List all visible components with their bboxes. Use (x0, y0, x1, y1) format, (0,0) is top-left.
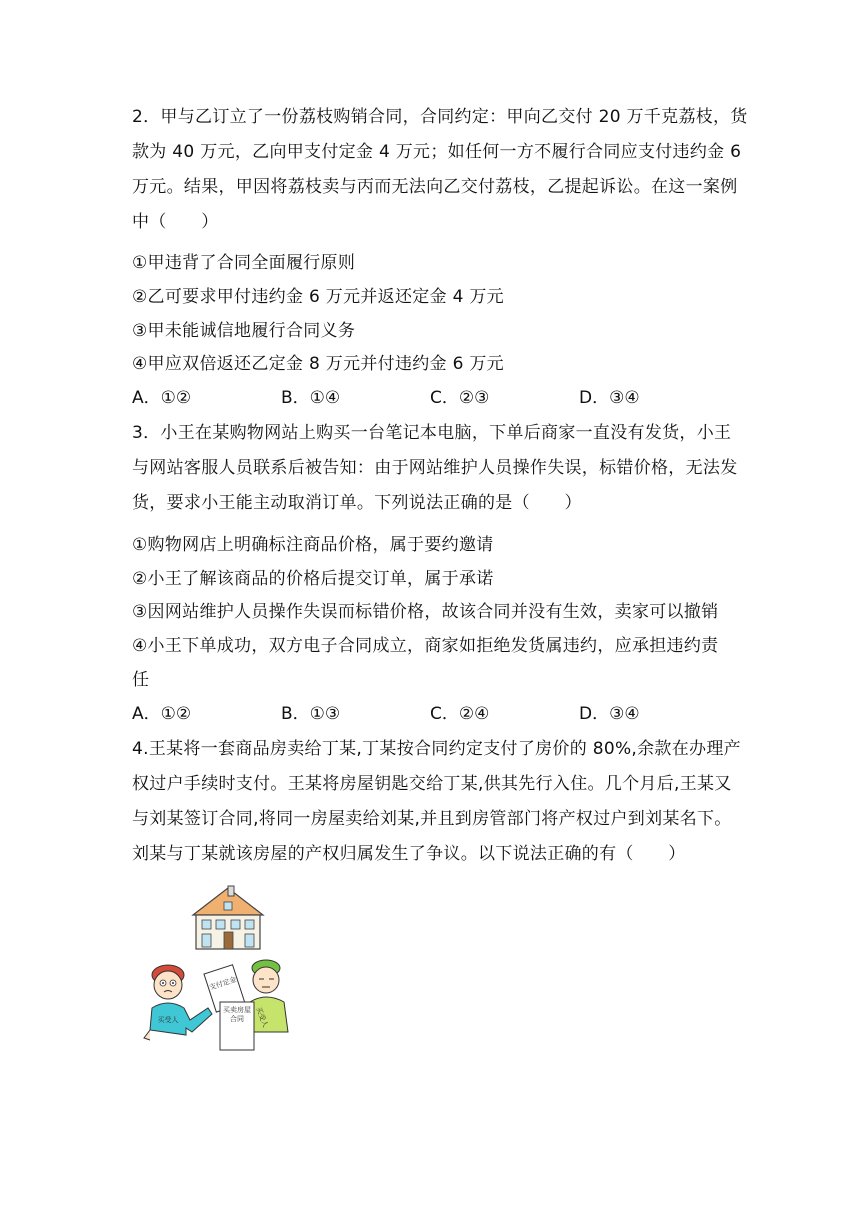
q3-option-b[interactable]: B．①③ (281, 704, 341, 724)
illustration-svg (138, 880, 298, 1055)
q2-statement-2: ②乙可要求甲付违约金 6 万元并返还定金 4 万元 (132, 287, 504, 307)
q4-stem-line-4: 刘某与丁某就该房屋的产权归属发生了争议。以下说法正确的有（ ） (132, 844, 686, 864)
q3-statement-2: ②小王了解该商品的价格后提交订单，属于承诺 (132, 569, 494, 589)
contract-paper-label: 买卖房屋合同 (223, 1006, 251, 1023)
buyer-right-shirt-label: 买受人 (254, 1006, 270, 1029)
q3-option-c[interactable]: C．②④ (430, 704, 490, 724)
q2-statement-1: ①甲违背了合同全面履行原则 (132, 253, 356, 273)
q3-statement-4: ④小王下单成功，双方电子合同成立，商家如拒绝发货属违约，应承担违约责 (132, 636, 719, 656)
q4-stem-line-1: 4.王某将一套商品房卖给丁某,丁某按合同约定支付了房价的 80%,余款在办理产 (132, 739, 741, 759)
q4-stem-line-2: 权过户手续时支付。王某将房屋钥匙交给丁某,供其先行入住。几个月后,王某又 (132, 774, 732, 794)
q3-stem-line-1: 3．小王在某购物网站上购买一台笔记本电脑，下单后商家一直没有发货，小王 (132, 423, 732, 443)
q3-stem-line-2: 与网站客服人员联系后被告知：由于网站维护人员操作失误，标错价格，无法发 (132, 458, 738, 478)
q3-stem-line-3: 货，要求小王能主动取消订单。下列说法正确的是（ ） (132, 493, 582, 513)
buyer-left-shirt-label: 买受人 (157, 1016, 179, 1024)
q3-statement-1: ①购物网店上明确标注商品价格，属于要约邀请 (132, 535, 494, 555)
q3-statement-4-cont: 任 (132, 670, 150, 690)
q2-statement-4: ④甲应双倍返还乙定金 8 万元并付违约金 6 万元 (132, 354, 504, 374)
buyer-left-figure (144, 965, 212, 1040)
house-icon (193, 886, 263, 949)
q3-option-a[interactable]: A．①② (132, 704, 192, 724)
q2-option-a[interactable]: A．①② (132, 388, 192, 408)
q2-option-c[interactable]: C．②③ (430, 388, 490, 408)
q2-option-b[interactable]: B．①④ (281, 388, 341, 408)
q2-stem-line-1: 2．甲与乙订立了一份荔枝购销合同，合同约定：甲向乙交付 20 万千克荔枝，货 (132, 107, 748, 127)
q2-option-d[interactable]: D．③④ (579, 388, 640, 408)
q4-stem-line-3: 与刘某签订合同,将同一房屋卖给刘某,并且到房管部门将产权过户到刘某名下。 (132, 809, 732, 829)
contract-paper (220, 1002, 254, 1050)
q2-stem-line-2: 款为 40 万元，乙向甲支付定金 4 万元；如任何一方不履行合同应支付违约金 6 (132, 142, 742, 162)
property-dispute-illustration (138, 880, 298, 1055)
deposit-paper-label: 支付定金 (208, 975, 238, 992)
q3-option-d[interactable]: D．③④ (579, 704, 640, 724)
q2-statement-3: ③甲未能诚信地履行合同义务 (132, 321, 356, 341)
q3-statement-3: ③因网站维护人员操作失误而标错价格，故该合同并没有生效，卖家可以撤销 (132, 602, 719, 622)
q2-stem-line-4: 中（ ） (132, 212, 219, 232)
q2-stem-line-3: 万元。结果，甲因将荔枝卖与丙而无法向乙交付荔枝，乙提起诉讼。在这一案例 (132, 177, 738, 197)
